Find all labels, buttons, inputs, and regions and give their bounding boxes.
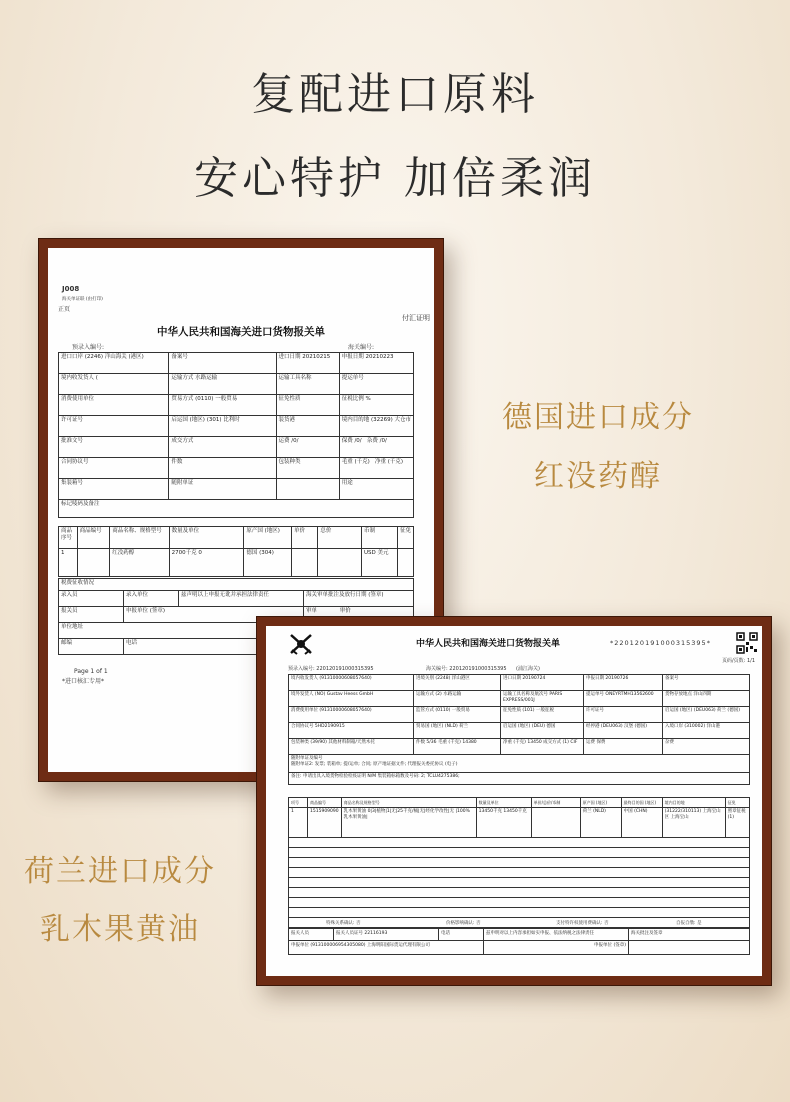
cell: 贸易国 (地区) (NLD) 荷兰 (414, 723, 501, 739)
table-row (289, 878, 750, 888)
cell-part: 审价 (339, 608, 351, 614)
cell: 报关人员证号 22116193 (334, 929, 439, 941)
cell: 海关批注及签章 (629, 929, 750, 941)
cell-part: 件数 5/36 (416, 740, 437, 745)
cell-part: 运费 (586, 740, 595, 745)
cell-part: 成交方式 (1) CIF (543, 740, 578, 745)
cell: 兹声明以上申报无讹并承担法律责任 (179, 591, 304, 607)
germany-origin-label: 德国进口成分 (502, 400, 694, 435)
netherlands-ingredient-label: 乳木果黄油 (40, 912, 200, 947)
cell: 备案号 (663, 675, 750, 691)
cell: 件数 (169, 458, 276, 479)
cell: 红没药醇 (110, 549, 169, 577)
cell: 照章征税 (1) (725, 808, 749, 838)
cell: 乳木果黄油 0|3|植物|1|无|25千克/桶|无|经化学改性|无 |100%乳木果黄油| (341, 808, 476, 838)
cell: 境内目的地 (32269) 大仓市 (339, 416, 413, 437)
cell: 原产国 (地区) (580, 798, 621, 808)
cell: 包装种类 (39/90) 其他材料制箱/天然木托 (289, 739, 414, 755)
cell: 进境关别 (2248) 洋山港区 (414, 675, 501, 691)
cell: 提运单号 (339, 374, 413, 395)
cell-part: 保费 /0/ (341, 438, 362, 444)
cell: 标记唛码及备注 (59, 500, 414, 518)
special-relation: 特殊关系确认: 否 (326, 921, 361, 926)
cell: 1515909090 (308, 808, 342, 838)
cell (339, 458, 413, 479)
cell: 录入员 (59, 591, 124, 607)
cell (339, 437, 413, 458)
cell: 申报单位 (签章) (124, 607, 304, 623)
doc1-header-table (58, 352, 414, 518)
doc-stamp: 付汇证明 (402, 314, 430, 322)
cell: 包装种类 (276, 458, 339, 479)
doc1-goods-table (58, 526, 414, 577)
cell: 申报日期 20210223 (339, 353, 413, 374)
royalty: 支付特许权使用费确认: 否 (556, 921, 609, 926)
cell: 1 (59, 549, 78, 577)
cell: 进口口岸 (2246) 洋山海关 (港区) (59, 353, 169, 374)
cell-part: 杂费 /0/ (366, 438, 387, 444)
customs-no: 海关编号: 220120191000315395 (426, 666, 507, 672)
cell: 许可证号 (584, 707, 663, 723)
entry-no-label: 预录入编号: (72, 344, 105, 351)
cell-part: 净重 (千克) 13450 (503, 740, 542, 745)
cell: 数量及单位 (169, 527, 244, 549)
cell: 运输工具名称 (276, 374, 339, 395)
customs-no-label: 海关编号: (348, 344, 375, 351)
cell (629, 941, 750, 955)
headline-line2: 安心特护 加倍柔润 (194, 153, 596, 204)
headline-line1: 复配进口原料 (251, 69, 539, 120)
cell: 征免 (397, 527, 413, 549)
cell: 货物存放地点 洋山四期 (663, 691, 750, 707)
cell: 申报单位 (913100006954305080) 上海明阳国际货运代理有限公司 (289, 941, 484, 955)
cell (501, 739, 584, 755)
cell: 项号 (289, 798, 308, 808)
cell: 海关审单批注及放行日期 (签章) (304, 591, 414, 607)
cell: 境内目的地 (662, 798, 725, 808)
doc-code: J008 (62, 285, 80, 293)
customs-declaration-netherlands-frame (256, 616, 772, 986)
cell: 进口日期 20210215 (276, 353, 339, 374)
cell: 电话 (439, 929, 484, 941)
doc2-goods-table (288, 797, 750, 928)
qr-code-icon (736, 632, 758, 658)
doc1-note: *进口核汇专用* (62, 678, 105, 685)
cell: 许可证号 (59, 416, 169, 437)
cell-part: 审单 (306, 608, 318, 614)
cell: 原产国 (地区) (244, 527, 292, 549)
cell: 用途 (339, 479, 413, 500)
cell: 中国 (CHN) (621, 808, 662, 838)
page-indicator: Page 1 of 1 (74, 668, 108, 675)
cell: 提运单号 ONEYRTMH13562600 (584, 691, 663, 707)
doc2-header-table (288, 674, 750, 785)
table-row (289, 858, 750, 868)
cell: 商品名称、规格型号 (110, 527, 169, 549)
cell: 单位地址 (59, 623, 414, 639)
cell: (31222/310113) 上海宝山区 上海宝山 (662, 808, 725, 838)
origin-port: (浦江海关) (516, 666, 540, 672)
cell: 电话 (124, 639, 304, 655)
cell: 申报单位 (签章) (484, 941, 629, 955)
cell: 征税比例 % (339, 395, 413, 416)
doc-copy: 正页 (58, 306, 71, 313)
cell: 邮编 (59, 639, 124, 655)
table-row (289, 848, 750, 858)
cell: 备注: 申请出具入境货物检验检疫证明 N/M 集装箱标箱数及号码: 2; TCLU4275386; (289, 773, 750, 785)
cell: 征免性质 (101) 一般征税 (501, 707, 584, 723)
cell: 备案号 (169, 353, 276, 374)
cell-part: 保费 (596, 740, 606, 745)
cell: 合同协议号 (59, 458, 169, 479)
cell (531, 808, 580, 838)
cell: 随附单证 (169, 479, 276, 500)
cell: 13450千克 13450千克 (476, 808, 531, 838)
cell: 商品编号 (77, 527, 110, 549)
entry-no: 预录入编号: 220120191000315395 (288, 666, 374, 672)
cell: 合同协议号 5HD2190915 (289, 723, 414, 739)
cell: 最终目的国 (地区) (621, 798, 662, 808)
cell: 申报日期 20190726 (584, 675, 663, 691)
cell (276, 479, 339, 500)
docs-value: 随附单证2: 发票; 装箱单; 提/运单; 合同; 原产地证据文件; 代理报关委托协议 (电子) (291, 762, 458, 767)
cell-part: 毛重 (千克) 14380 (437, 740, 477, 745)
cell: 成交方式 (169, 437, 276, 458)
table-row (289, 908, 750, 918)
cell: 报关人员 (289, 929, 334, 941)
page-count: 页码/页数: 1/1 (722, 658, 756, 664)
cell: 进口日期 20190724 (501, 675, 584, 691)
price-impact: 价格影响确认: 否 (446, 921, 481, 926)
customs-emblem-icon (288, 632, 314, 660)
cell (289, 755, 750, 773)
cell: 批准文号 (59, 437, 169, 458)
cell: 数量及单位 (476, 798, 531, 808)
cell: 报关员 (59, 607, 124, 623)
cell: 1 (289, 808, 308, 838)
cell: 征免性质 (276, 395, 339, 416)
cell: 境内收发货人 (91310000608057640) (289, 675, 414, 691)
cell: 经停港 (DEU063) 汉堡 (德国) (584, 723, 663, 739)
cell-part: 毛重 (千克) (341, 459, 370, 465)
cell: 运输方式 (2) 水路运输 (414, 691, 501, 707)
cell: 商品编号 (308, 798, 342, 808)
cell: 征免 (725, 798, 749, 808)
netherlands-origin-label: 荷兰进口成分 (24, 854, 216, 889)
cell: 商品序号 (59, 527, 78, 549)
docs-label: 随附单证及编号 (291, 756, 323, 761)
doc2-title: 中华人民共和国海关进口货物报关单 (416, 639, 561, 649)
cell: 集装箱号 (59, 479, 169, 500)
cell: 运输工具名称及航次号 PARIS EXPRESS/001J (501, 691, 584, 707)
cell: 消费使用单位 (91310000608057640) (289, 707, 414, 723)
cell (77, 549, 110, 577)
cell (397, 549, 413, 577)
cell: 德国 (304) (244, 549, 292, 577)
cell: 监管方式 (0110) 一般贸易 (414, 707, 501, 723)
cell (584, 739, 663, 755)
cell (291, 549, 317, 577)
germany-ingredient-label: 红没药醇 (534, 459, 662, 494)
cell: 入境口岸 (310002) 洋山港 (663, 723, 750, 739)
customs-declaration-netherlands (266, 626, 762, 976)
cell: 税费征收情况 (59, 579, 414, 591)
cell: 装货港 (276, 416, 339, 437)
table-row (289, 868, 750, 878)
cell: 兹申明对以上内容承担如实申报、依法纳税之法律责任 (484, 929, 629, 941)
cell: 单价 (291, 527, 317, 549)
cell: 运输方式 水路运输 (169, 374, 276, 395)
doc1-title: 中华人民共和国海关进口货物报关单 (157, 326, 325, 338)
cell (414, 739, 501, 755)
doc-sub: 海关单证联 (由打印) (62, 297, 103, 302)
cell: 消费使用单位 (59, 395, 169, 416)
cell: 启运国 (地区) (DEU063) 荷兰 (德国) (663, 707, 750, 723)
table-row (289, 838, 750, 848)
cell: 杂费 (663, 739, 750, 755)
cell: 2700千克 0 (169, 549, 244, 577)
cell: 商品名称及规格型号 (341, 798, 476, 808)
cell: USD 美元 (361, 549, 397, 577)
cell: 单价/总价/币制 (531, 798, 580, 808)
cell (318, 549, 362, 577)
cell: 启运国 (地区) (301) 比利时 (169, 416, 276, 437)
cell: 总价 (318, 527, 362, 549)
cell: 运费 /0/ (276, 437, 339, 458)
cell: 境外发货人 (NO) Gustav Heess GmbH (289, 691, 414, 707)
self-report: 自报自缴: 是 (676, 921, 702, 926)
cell: 启运国 (地区) (DEU) 德国 (501, 723, 584, 739)
cell: 录入单位 (124, 591, 179, 607)
table-row (289, 898, 750, 908)
cell: 荷兰 (NLD) (580, 808, 621, 838)
doc2-footer-table (288, 928, 750, 955)
barcode-text: *220120191000315395* (610, 639, 711, 647)
table-row (289, 888, 750, 898)
cell: 境内收发货人 ( (59, 374, 169, 395)
cell-part: 净重 (千克) (375, 459, 404, 465)
cell: 币制 (361, 527, 397, 549)
cell: 贸易方式 (0110) 一般贸易 (169, 395, 276, 416)
